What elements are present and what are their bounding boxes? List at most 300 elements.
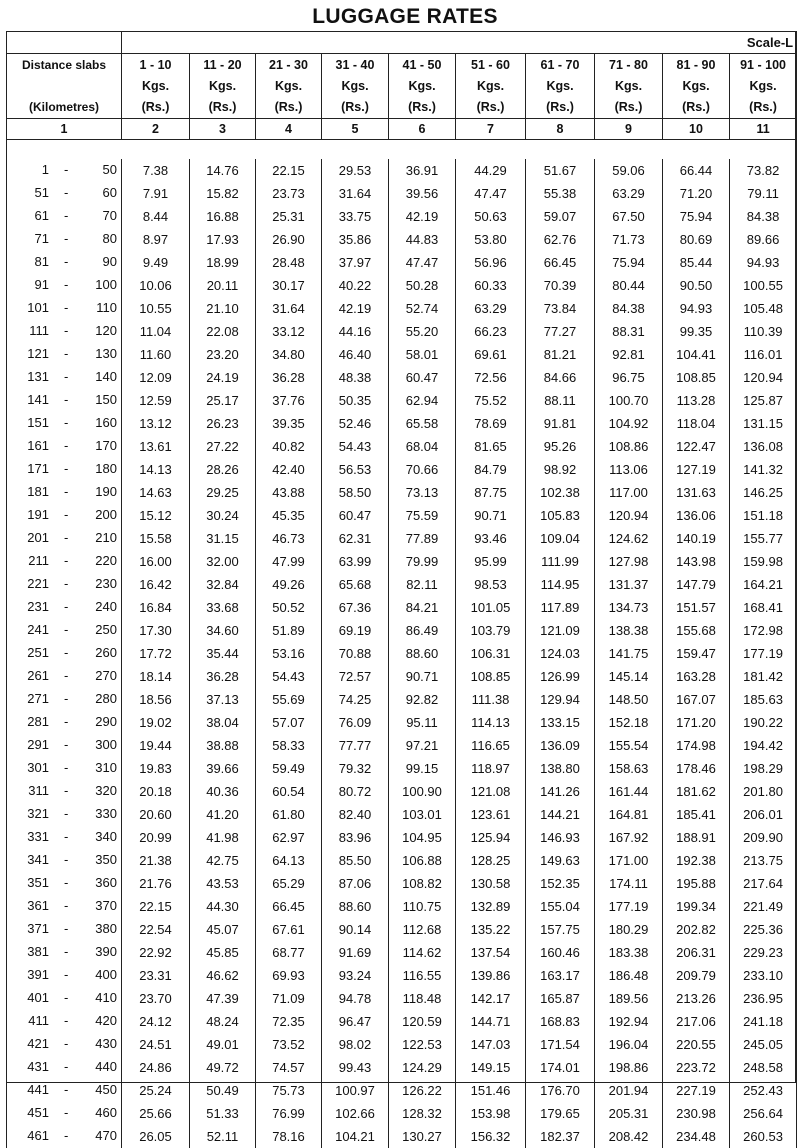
rate-cell: 54.43	[322, 435, 389, 458]
rate-cell: 111.99	[526, 550, 595, 573]
rate-cell: 94.93	[663, 297, 730, 320]
rate-cell: 78.16	[256, 1125, 322, 1148]
rate-cell: 174.98	[663, 734, 730, 757]
distance-separator: -	[64, 898, 69, 913]
weight-unit-label: Kgs.	[141, 79, 170, 93]
rate-cell: 11.04	[122, 320, 190, 343]
rate-cell: 73.52	[256, 1033, 322, 1056]
rate-cell: 12.09	[122, 366, 190, 389]
rate-cell: 83.96	[322, 826, 389, 849]
rate-cell: 21.76	[122, 872, 190, 895]
distance-slab-cell	[7, 1056, 122, 1079]
rate-cell: 21.38	[122, 849, 190, 872]
distance-separator: -	[64, 921, 69, 936]
rate-cell: 236.95	[730, 987, 797, 1010]
rate-cell: 152.35	[526, 872, 595, 895]
rate-cell: 108.82	[389, 872, 456, 895]
rate-cell: 28.26	[190, 458, 256, 481]
table-row	[7, 366, 797, 389]
rate-cell: 128.25	[456, 849, 526, 872]
distance-separator: -	[64, 1128, 69, 1143]
rate-cell: 36.28	[256, 366, 322, 389]
weight-range-label: 61 - 70	[540, 58, 580, 72]
rate-cell: 100.97	[322, 1079, 389, 1102]
rate-cell: 149.15	[456, 1056, 526, 1079]
rate-cell: 15.58	[122, 527, 190, 550]
distance-separator: -	[64, 783, 69, 798]
distance-separator: -	[64, 323, 69, 338]
distance-slab-cell	[7, 895, 122, 918]
table-row	[7, 1010, 797, 1033]
rate-cell: 206.31	[663, 941, 730, 964]
rate-cell: 125.94	[456, 826, 526, 849]
rate-cell: 67.50	[595, 205, 663, 228]
distance-to: 320	[95, 783, 117, 798]
distance-to: 200	[95, 507, 117, 522]
distance-from: 401	[27, 990, 49, 1005]
rate-cell: 77.77	[322, 734, 389, 757]
rate-cell: 92.81	[595, 343, 663, 366]
rate-cell: 95.99	[456, 550, 526, 573]
distance-from: 71	[34, 231, 49, 246]
distance-slab-cell	[7, 987, 122, 1010]
rate-cell: 76.09	[322, 711, 389, 734]
rate-cell: 177.19	[595, 895, 663, 918]
rate-cell: 87.06	[322, 872, 389, 895]
rate-cell: 147.03	[456, 1033, 526, 1056]
distance-separator: -	[64, 1059, 69, 1074]
rate-cell: 58.50	[322, 481, 389, 504]
rate-cell: 36.28	[190, 665, 256, 688]
distance-separator: -	[64, 990, 69, 1005]
table-row	[7, 872, 797, 895]
rate-cell: 68.04	[389, 435, 456, 458]
distance-separator: -	[64, 484, 69, 499]
table-row	[7, 1102, 797, 1125]
rate-cell: 24.19	[190, 366, 256, 389]
rate-cell: 125.87	[730, 389, 797, 412]
rate-cell: 72.56	[456, 366, 526, 389]
weight-header-2	[190, 54, 256, 119]
rate-cell: 151.46	[456, 1079, 526, 1102]
distance-from: 241	[27, 622, 49, 637]
rate-cell: 16.42	[122, 573, 190, 596]
rate-cell: 84.79	[456, 458, 526, 481]
distance-to: 460	[95, 1105, 117, 1120]
rate-cell: 8.44	[122, 205, 190, 228]
rate-cell: 108.86	[595, 435, 663, 458]
rate-cell: 47.99	[256, 550, 322, 573]
distance-header-line1: Distance slabs	[21, 58, 107, 72]
rate-cell: 138.38	[595, 619, 663, 642]
rate-cell: 95.11	[389, 711, 456, 734]
distance-separator: -	[64, 415, 69, 430]
rate-cell: 76.99	[256, 1102, 322, 1125]
rate-cell: 70.66	[389, 458, 456, 481]
table-row	[7, 228, 797, 251]
rate-cell: 41.20	[190, 803, 256, 826]
rate-cell: 35.44	[190, 642, 256, 665]
rate-cell: 72.57	[322, 665, 389, 688]
distance-slab-cell	[7, 688, 122, 711]
weight-header-5	[389, 54, 456, 119]
rate-cell: 134.73	[595, 596, 663, 619]
rate-cell: 90.14	[322, 918, 389, 941]
distance-slab-cell	[7, 849, 122, 872]
rate-cell: 163.17	[526, 964, 595, 987]
distance-slab-cell	[7, 251, 122, 274]
rate-cell: 65.58	[389, 412, 456, 435]
table-row	[7, 412, 797, 435]
rate-cell: 181.62	[663, 780, 730, 803]
distance-slab-cell	[7, 1102, 122, 1125]
rate-cell: 213.26	[663, 987, 730, 1010]
table-row	[7, 297, 797, 320]
rate-cell: 99.15	[389, 757, 456, 780]
rate-cell: 252.43	[730, 1079, 797, 1102]
scale-label: Scale-L	[122, 31, 797, 54]
distance-from: 361	[27, 898, 49, 913]
table-row	[7, 895, 797, 918]
rate-cell: 11.60	[122, 343, 190, 366]
rate-cell: 148.50	[595, 688, 663, 711]
weight-header-9	[663, 54, 730, 119]
rate-cell: 22.92	[122, 941, 190, 964]
distance-slab-cell	[7, 826, 122, 849]
rate-cell: 124.29	[389, 1056, 456, 1079]
rate-cell: 49.01	[190, 1033, 256, 1056]
rate-cell: 17.93	[190, 228, 256, 251]
table-row	[7, 205, 797, 228]
rate-cell: 121.08	[456, 780, 526, 803]
rate-cell: 149.63	[526, 849, 595, 872]
distance-header-line2: (Kilometres)	[28, 100, 99, 114]
rate-cell: 176.70	[526, 1079, 595, 1102]
rate-cell: 68.77	[256, 941, 322, 964]
rate-cell: 220.55	[663, 1033, 730, 1056]
weight-range-label: 91 - 100	[740, 58, 786, 72]
distance-from: 451	[27, 1105, 49, 1120]
weight-unit-label: Kgs.	[749, 79, 777, 93]
rate-cell: 114.95	[526, 573, 595, 596]
rate-cell: 51.33	[190, 1102, 256, 1125]
table-row	[7, 527, 797, 550]
rate-cell: 44.30	[190, 895, 256, 918]
rate-cell: 70.88	[322, 642, 389, 665]
weight-header-10	[730, 54, 797, 119]
distance-slab-cell	[7, 711, 122, 734]
distance-to: 210	[95, 530, 117, 545]
rate-cell: 26.23	[190, 412, 256, 435]
rate-cell: 59.06	[595, 159, 663, 182]
distance-to: 180	[95, 461, 117, 476]
distance-from: 261	[27, 668, 49, 683]
rate-cell: 47.47	[456, 182, 526, 205]
distance-from: 411	[28, 1013, 49, 1028]
distance-from: 231	[27, 599, 49, 614]
rate-cell: 94.78	[322, 987, 389, 1010]
rate-cell: 98.53	[456, 573, 526, 596]
rate-cell: 121.09	[526, 619, 595, 642]
rate-cell: 116.55	[389, 964, 456, 987]
rate-cell: 42.40	[256, 458, 322, 481]
rate-cell: 73.13	[389, 481, 456, 504]
rate-cell: 16.88	[190, 205, 256, 228]
rate-cell: 71.73	[595, 228, 663, 251]
rate-cell: 84.21	[389, 596, 456, 619]
rate-cell: 62.31	[322, 527, 389, 550]
table-row	[7, 458, 797, 481]
distance-slab-cell	[7, 458, 122, 481]
distance-separator: -	[64, 829, 69, 844]
rate-cell: 136.06	[663, 504, 730, 527]
rate-cell: 79.11	[730, 182, 797, 205]
rate-cell: 97.21	[389, 734, 456, 757]
rate-cell: 241.18	[730, 1010, 797, 1033]
rate-cell: 116.01	[730, 343, 797, 366]
distance-separator: -	[64, 530, 69, 545]
distance-separator: -	[64, 208, 69, 223]
rate-cell: 71.09	[256, 987, 322, 1010]
column-number-3: 3	[190, 119, 256, 140]
distance-separator: -	[64, 438, 69, 453]
rate-cell: 64.13	[256, 849, 322, 872]
rate-cell: 23.73	[256, 182, 322, 205]
table-row	[7, 1056, 797, 1079]
rate-cell: 37.97	[322, 251, 389, 274]
rate-cell: 227.19	[663, 1079, 730, 1102]
column-number-1: 1	[7, 119, 122, 140]
luggage-rates-table	[6, 31, 797, 1148]
currency-label: (Rs.)	[141, 100, 170, 114]
rate-cell: 84.66	[526, 366, 595, 389]
rate-cell: 163.28	[663, 665, 730, 688]
rate-cell: 71.20	[663, 182, 730, 205]
column-number-2: 2	[122, 119, 190, 140]
distance-from: 121	[27, 346, 49, 361]
rate-cell: 44.16	[322, 320, 389, 343]
column-number-8: 8	[526, 119, 595, 140]
distance-separator: -	[64, 507, 69, 522]
rate-cell: 209.79	[663, 964, 730, 987]
rate-cell: 25.66	[122, 1102, 190, 1125]
rate-cell: 40.82	[256, 435, 322, 458]
distance-from: 421	[27, 1036, 49, 1051]
rate-cell: 143.98	[663, 550, 730, 573]
rate-cell: 60.54	[256, 780, 322, 803]
distance-to: 400	[95, 967, 117, 982]
distance-to: 70	[102, 208, 117, 223]
distance-separator: -	[64, 875, 69, 890]
rate-cell: 117.00	[595, 481, 663, 504]
rate-cell: 48.24	[190, 1010, 256, 1033]
distance-from: 281	[27, 714, 49, 729]
rate-cell: 131.63	[663, 481, 730, 504]
currency-label: (Rs.)	[749, 100, 777, 114]
rate-cell: 141.32	[730, 458, 797, 481]
rate-cell: 59.49	[256, 757, 322, 780]
distance-slab-cell	[7, 435, 122, 458]
rate-cell: 233.10	[730, 964, 797, 987]
rate-cell: 151.18	[730, 504, 797, 527]
distance-to: 230	[95, 576, 117, 591]
rate-cell: 20.11	[190, 274, 256, 297]
rate-cell: 120.94	[595, 504, 663, 527]
rate-cell: 90.71	[456, 504, 526, 527]
distance-to: 260	[95, 645, 117, 660]
distance-slab-cell	[7, 274, 122, 297]
rate-cell: 17.30	[122, 619, 190, 642]
rate-cell: 33.12	[256, 320, 322, 343]
rate-cell: 188.91	[663, 826, 730, 849]
rate-cell: 109.04	[526, 527, 595, 550]
rate-cell: 33.68	[190, 596, 256, 619]
distance-from: 181	[27, 484, 49, 499]
rate-cell: 14.76	[190, 159, 256, 182]
distance-to: 290	[95, 714, 117, 729]
rate-cell: 55.38	[526, 182, 595, 205]
distance-from: 101	[27, 300, 49, 315]
currency-label: (Rs.)	[476, 100, 505, 114]
distance-to: 380	[95, 921, 117, 936]
rate-cell: 198.86	[595, 1056, 663, 1079]
distance-from: 81	[34, 254, 49, 269]
rate-cell: 217.64	[730, 872, 797, 895]
rate-cell: 129.94	[526, 688, 595, 711]
scale-blank-cell	[7, 31, 122, 54]
distance-separator: -	[64, 254, 69, 269]
rate-cell: 223.72	[663, 1056, 730, 1079]
distance-from: 291	[27, 737, 49, 752]
rate-cell: 156.32	[456, 1125, 526, 1148]
rate-cell: 108.85	[456, 665, 526, 688]
rate-cell: 66.23	[456, 320, 526, 343]
rate-cell: 39.56	[389, 182, 456, 205]
distance-slab-cell	[7, 918, 122, 941]
rate-cell: 155.68	[663, 619, 730, 642]
weight-range-label: 81 - 90	[676, 58, 716, 72]
rate-cell: 30.17	[256, 274, 322, 297]
rate-cell: 130.27	[389, 1125, 456, 1148]
rate-cell: 123.61	[456, 803, 526, 826]
distance-to: 470	[95, 1128, 117, 1143]
rate-cell: 25.17	[190, 389, 256, 412]
distance-slab-cell	[7, 504, 122, 527]
rate-cell: 132.89	[456, 895, 526, 918]
column-number-6: 6	[389, 119, 456, 140]
weight-header-8	[595, 54, 663, 119]
distance-separator: -	[64, 622, 69, 637]
rate-cell: 26.05	[122, 1125, 190, 1148]
rate-cell: 256.64	[730, 1102, 797, 1125]
rate-cell: 48.38	[322, 366, 389, 389]
weight-range-label: 1 - 10	[139, 58, 172, 72]
rate-cell: 120.94	[730, 366, 797, 389]
rate-cell: 28.48	[256, 251, 322, 274]
rate-cell: 65.29	[256, 872, 322, 895]
rate-cell: 53.16	[256, 642, 322, 665]
rate-cell: 50.49	[190, 1079, 256, 1102]
rate-cell: 39.35	[256, 412, 322, 435]
table-row	[7, 1033, 797, 1056]
rate-cell: 213.75	[730, 849, 797, 872]
scale-row	[7, 31, 797, 54]
rate-cell: 26.90	[256, 228, 322, 251]
rate-cell: 104.92	[595, 412, 663, 435]
rate-cell: 82.40	[322, 803, 389, 826]
rate-cell: 217.06	[663, 1010, 730, 1033]
distance-slab-cell	[7, 642, 122, 665]
rate-cell: 131.37	[595, 573, 663, 596]
rate-cell: 88.11	[526, 389, 595, 412]
rate-cell: 56.96	[456, 251, 526, 274]
rate-cell: 49.72	[190, 1056, 256, 1079]
distance-from: 201	[27, 530, 49, 545]
rate-cell: 87.75	[456, 481, 526, 504]
distance-separator: -	[64, 645, 69, 660]
rate-cell: 42.75	[190, 849, 256, 872]
rate-cell: 66.45	[526, 251, 595, 274]
rate-cell: 32.84	[190, 573, 256, 596]
rate-cell: 52.46	[322, 412, 389, 435]
distance-to: 140	[95, 369, 117, 384]
distance-separator: -	[64, 1105, 69, 1120]
distance-to: 390	[95, 944, 117, 959]
rate-cell: 106.88	[389, 849, 456, 872]
distance-from: 221	[27, 576, 49, 591]
distance-from: 311	[28, 783, 49, 798]
weight-unit-label: Kgs.	[546, 79, 574, 93]
distance-to: 170	[95, 438, 117, 453]
rate-cell: 45.35	[256, 504, 322, 527]
rate-cell: 102.38	[526, 481, 595, 504]
rate-cell: 141.26	[526, 780, 595, 803]
rate-cell: 80.69	[663, 228, 730, 251]
distance-slab-cell	[7, 1079, 122, 1102]
rate-cell: 74.25	[322, 688, 389, 711]
rate-cell: 62.94	[389, 389, 456, 412]
table-row	[7, 665, 797, 688]
rate-cell: 58.33	[256, 734, 322, 757]
rate-cell: 31.64	[322, 182, 389, 205]
distance-from: 301	[27, 760, 49, 775]
rate-cell: 160.46	[526, 941, 595, 964]
rate-cell: 108.85	[663, 366, 730, 389]
distance-to: 430	[95, 1036, 117, 1051]
rate-cell: 221.49	[730, 895, 797, 918]
weight-range-label: 41 - 50	[402, 58, 442, 72]
rate-cell: 152.18	[595, 711, 663, 734]
rate-cell: 9.49	[122, 251, 190, 274]
rate-cell: 69.61	[456, 343, 526, 366]
rate-cell: 114.13	[456, 711, 526, 734]
rate-cell: 72.35	[256, 1010, 322, 1033]
distance-slab-cell	[7, 389, 122, 412]
table-row	[7, 619, 797, 642]
rate-cell: 23.20	[190, 343, 256, 366]
distance-from: 211	[28, 553, 49, 568]
table-row	[7, 642, 797, 665]
rate-cell: 81.21	[526, 343, 595, 366]
currency-label: (Rs.)	[341, 100, 369, 114]
distance-separator: -	[64, 691, 69, 706]
weight-range-label: 71 - 80	[609, 58, 648, 72]
table-row	[7, 757, 797, 780]
rate-cell: 24.12	[122, 1010, 190, 1033]
rate-cell: 38.04	[190, 711, 256, 734]
rate-cell: 46.62	[190, 964, 256, 987]
rate-cell: 104.41	[663, 343, 730, 366]
